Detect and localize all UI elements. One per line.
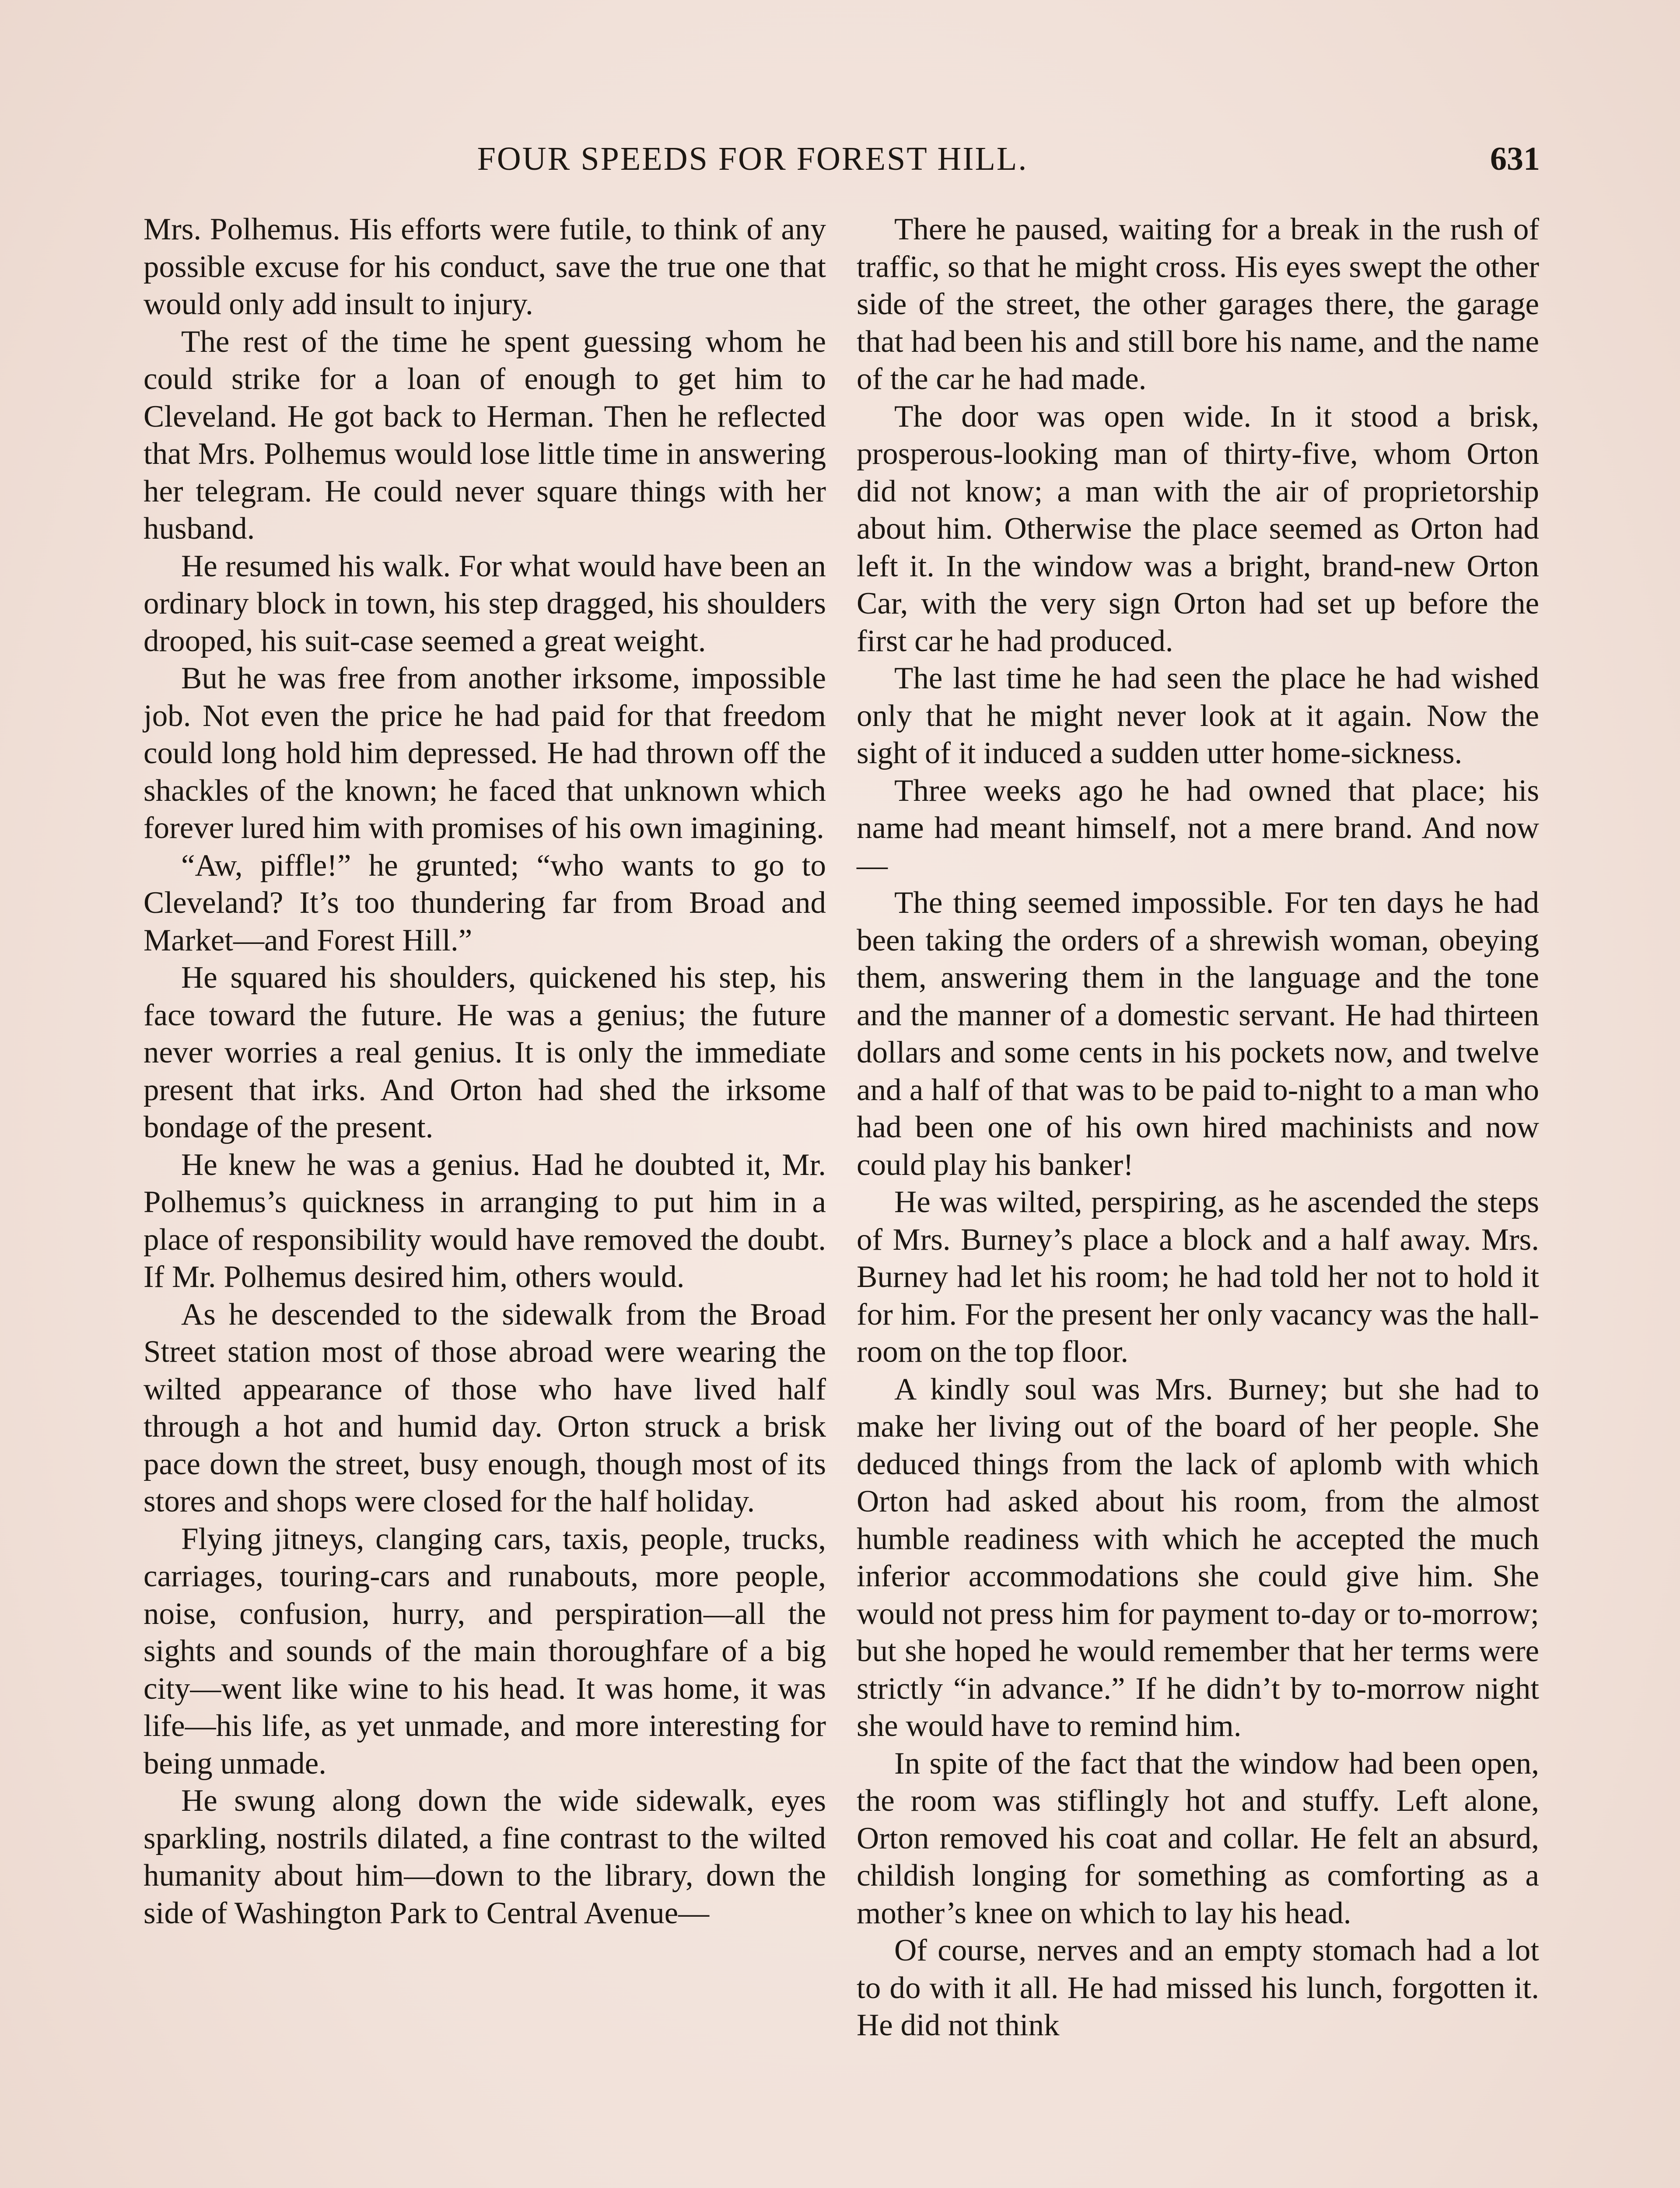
paragraph: Flying jitneys, clanging cars, taxis, people, trucks, carriages, touring-cars and runabouts, more people, noise, confusion, hurry, and perspiration—all the sights and sounds of the main thoroughfare of a big city—went like wine to his head. It was home, it was life—his life, as yet unmade, and more interesting for being unmade. (144, 1522, 826, 1781)
paragraph: He knew he was a genius. Had he doubted it, Mr. Polhemus’s quickness in arranging to put him in a place of responsibility would have removed the doubt. If Mr. Polhemus desired him, others would. (144, 1147, 826, 1294)
running-head (140, 135, 1540, 183)
paragraph: As he descended to the sidewalk from the Broad Street station most of those abroad were wearing the wilted appearance of those who have lived half through a hot and humid day. Orton struck a brisk pace down the street, busy enough, though most of its stores and shops were closed for the half holiday. (144, 1297, 826, 1518)
paragraph: The rest of the time he spent guessing whom he could strike for a loan of enough to get him to Cleveland. He got back to Herman. Then he reflected that Mrs. Polhemus would lose little time in answering her telegram. He could never square things with her husband. (144, 324, 826, 546)
right-column (857, 211, 1539, 2044)
paragraph: A kindly soul was Mrs. Burney; but she had to make her living out of the board of her people. She deduced things from the lack of aplomb with which Orton had asked about his room, from the almost humble readiness with which he accepted the much inferior accommodations she could give him. She would not press him for payment to-day or to-morrow; but she hoped he would remember that her terms were strictly “in advance.” If he didn’t by to-morrow night she would have to remind him. (857, 1372, 1539, 1743)
paragraph: He was wilted, perspiring, as he ascended the steps of Mrs. Burney’s place a block and a half away. Mrs. Burney had let his room; he had told her not to hold it for him. For the present her only vacancy was the hall-room on the top floor. (857, 1185, 1539, 1369)
paragraph: The thing seemed impossible. For ten days he had been taking the orders of a shrewish woman, obeying them, answering them in the language and the tone and the manner of a domestic servant. He had thirteen dollars and some cents in his pockets now, and twelve and a half of that was to be paid to-night to a man who had been one of his own hired machinists and now could play his banker! (857, 886, 1539, 1182)
paragraph: There he paused, waiting for a break in the rush of traffic, so that he might cross. His eyes swept the other side of the street, the other garages there, the garage that had been his and still bore his name, and the name of the car he had made. (857, 212, 1539, 396)
running-title: FOUR SPEEDS FOR FOREST HILL. (477, 140, 1028, 177)
paragraph: He resumed his walk. For what would have been an ordinary block in town, his step dragged, his shoulders drooped, his suit-case seemed a great weight. (144, 549, 826, 658)
paragraph: The door was open wide. In it stood a brisk, prosperous-looking man of thirty-five, whom Orton did not know; a man with the air of proprietorship about him. Otherwise the place seemed as Orton had left it. In the window was a bright, brand-new Orton Car, with the very sign Orton had set up before the first car he had produced. (857, 399, 1539, 658)
left-column (144, 211, 826, 1932)
paragraph: He squared his shoulders, quickened his step, his face toward the future. He was a genius; the future never worries a real genius. It is only the immediate present that irks. And Orton had shed the irksome bondage of the present. (144, 961, 826, 1144)
paragraph: Mrs. Polhemus. His efforts were futile, to think of any possible excuse for his conduct, save the true one that would only add insult to injury. (144, 212, 826, 321)
paragraph: But he was free from another irksome, impossible job. Not even the price he had paid for that freedom could long hold him depressed. He had thrown off the shackles of the known; he faced that unknown which forever lured him with promises of his own imagining. (144, 661, 826, 845)
paragraph: In spite of the fact that the window had been open, the room was stiflingly hot and stuffy. Left alone, Orton removed his coat and collar. He felt an absurd, childish longing for something as comforting as a mother’s knee on which to lay his head. (857, 1746, 1539, 1930)
paragraph: Of course, nerves and an empty stomach had a lot to do with it all. He had missed his lunch, forgotten it. He did not think (857, 1933, 1539, 2042)
page-number: 631 (1490, 140, 1540, 177)
paragraph: The last time he had seen the place he had wished only that he might never look at it again. Now the sight of it induced a sudden utter home-sickness. (857, 661, 1539, 770)
paragraph: He swung along down the wide sidewalk, eyes sparkling, nostrils dilated, a fine contrast to the wilted humanity about him—down to the library, down the side of Washington Park to Central Avenue— (144, 1784, 826, 1930)
paragraph: “Aw, piffle!” he grunted; “who wants to go to Cleveland? It’s too thundering far from Broad and Market—and Forest Hill.” (144, 848, 826, 957)
paragraph: Three weeks ago he had owned that place; his name had meant himself, not a mere brand. And now— (857, 773, 1539, 883)
